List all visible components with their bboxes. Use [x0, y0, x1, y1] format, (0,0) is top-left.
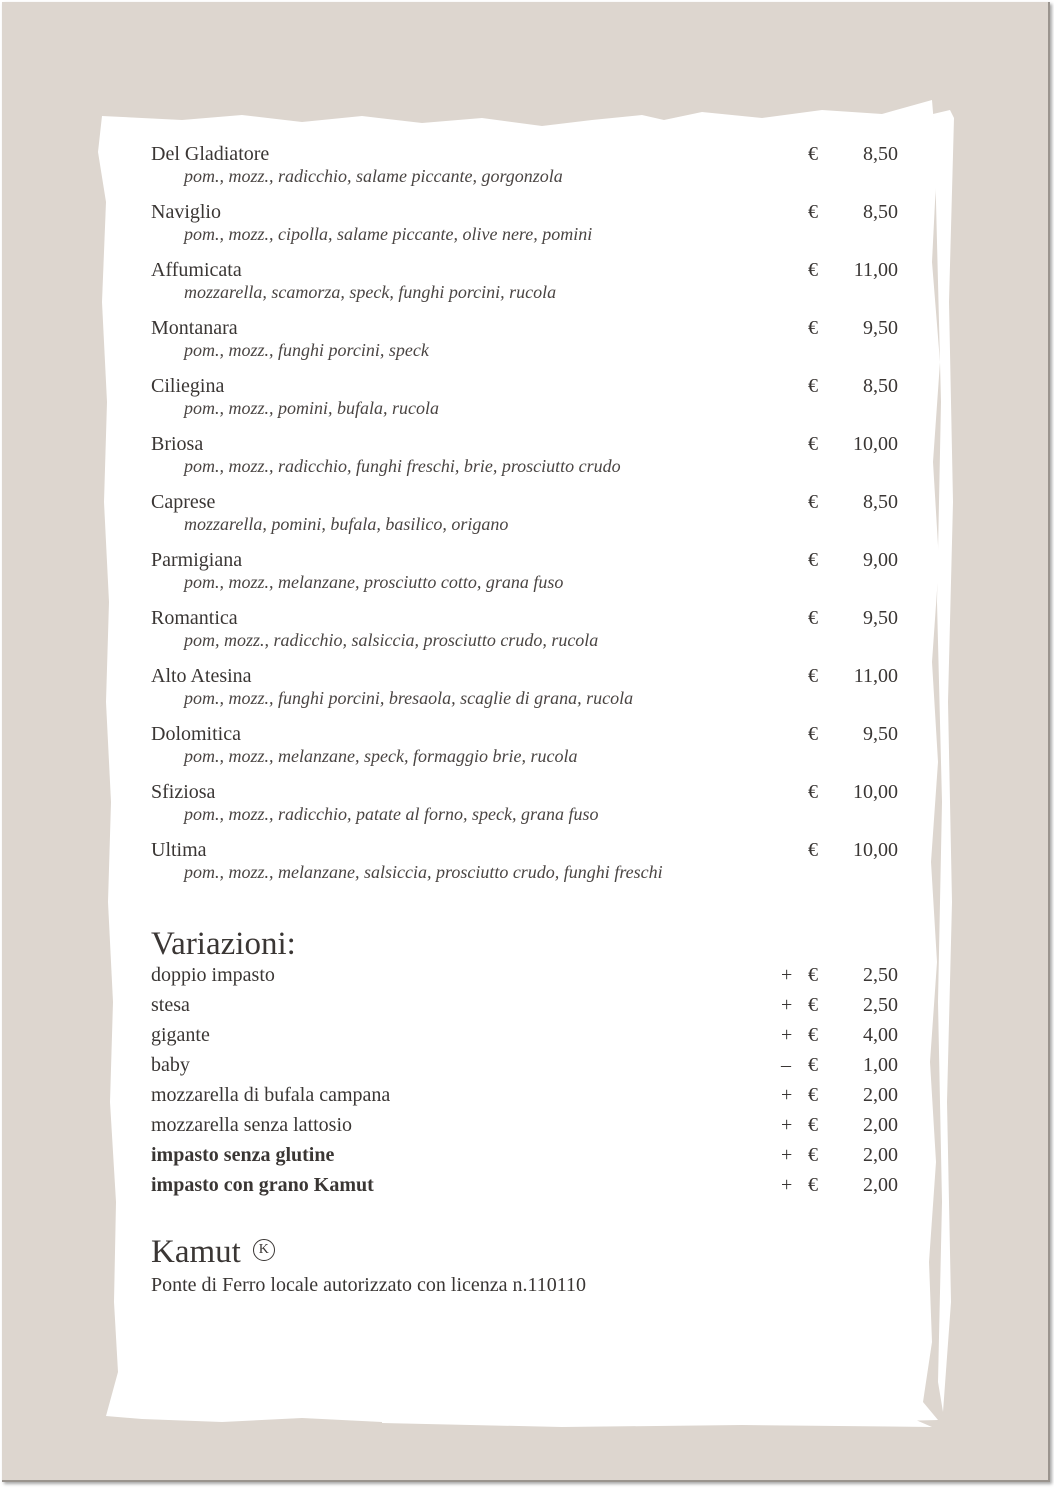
variation-item	[151, 1172, 901, 1202]
pizza-ingredients: pom., mozz., funghi porcini, bresaola, scaglie di grana, rucola	[184, 688, 634, 708]
pizza-ingredients: pom., mozz., radicchio, funghi freschi, brie, prosciutto crudo	[184, 456, 621, 476]
pizza-name: Caprese	[151, 491, 216, 513]
variation-price: 2,00	[863, 1114, 898, 1136]
euro-symbol: €	[808, 994, 818, 1016]
variation-item	[151, 1022, 901, 1052]
pizza-item	[151, 200, 901, 258]
pizza-item	[151, 606, 901, 664]
pizza-price: 10,00	[853, 433, 898, 455]
pizza-item	[151, 374, 901, 432]
pizza-ingredients: pom., mozz., pomini, bufala, rucola	[184, 398, 440, 418]
pizza-name: Del Gladiatore	[151, 143, 270, 165]
pizza-ingredients: pom., mozz., melanzane, prosciutto cotto, grana fuso	[184, 572, 564, 592]
variation-item	[151, 1082, 901, 1112]
variation-label: baby	[151, 1054, 190, 1076]
euro-symbol: €	[808, 201, 818, 223]
menu-content	[2, 2, 1048, 1480]
pizza-ingredients: pom., mozz., radicchio, salame piccante, gorgonzola	[184, 166, 563, 186]
pizza-item	[151, 432, 901, 490]
pizza-ingredients: mozzarella, scamorza, speck, funghi porcini, rucola	[184, 282, 557, 302]
euro-symbol: €	[808, 143, 818, 165]
pizza-price: 9,00	[863, 549, 898, 571]
kamut-title	[151, 1232, 275, 1272]
license-text: Ponte di Ferro locale autorizzato con licenza n.110110	[151, 1274, 587, 1296]
kamut-title-text: Kamut	[151, 1234, 241, 1270]
variation-item	[151, 1142, 901, 1172]
euro-symbol: €	[808, 1144, 818, 1166]
euro-symbol: €	[808, 964, 818, 986]
euro-symbol: €	[808, 723, 818, 745]
pizza-ingredients: pom., mozz., melanzane, salsiccia, prosciutto crudo, funghi freschi	[184, 862, 663, 882]
variation-price: 2,00	[863, 1174, 898, 1196]
variation-sign: +	[781, 1114, 793, 1136]
pizza-name: Ciliegina	[151, 375, 225, 397]
pizza-name: Montanara	[151, 317, 238, 339]
euro-symbol: €	[808, 1024, 818, 1046]
euro-symbol: €	[808, 433, 818, 455]
pizza-price: 11,00	[853, 665, 898, 687]
euro-symbol: €	[808, 1054, 818, 1076]
pizza-name: Affumicata	[151, 259, 242, 281]
pizza-price: 8,50	[863, 375, 898, 397]
variation-item	[151, 1052, 901, 1082]
euro-symbol: €	[808, 375, 818, 397]
pizza-ingredients: mozzarella, pomini, bufala, basilico, origano	[184, 514, 509, 534]
variation-label: doppio impasto	[151, 964, 275, 986]
variation-label: impasto con grano Kamut	[151, 1174, 374, 1196]
pizza-price: 10,00	[853, 781, 898, 803]
pizza-price: 8,50	[863, 143, 898, 165]
euro-symbol: €	[808, 1084, 818, 1106]
pizza-item	[151, 490, 901, 548]
pizza-name: Romantica	[151, 607, 238, 629]
pizza-name: Parmigiana	[151, 549, 243, 571]
variation-label: gigante	[151, 1024, 210, 1046]
pizza-name: Briosa	[151, 433, 204, 455]
pizza-ingredients: pom, mozz., radicchio, salsiccia, prosciutto crudo, rucola	[184, 630, 599, 650]
pizza-ingredients: pom., mozz., radicchio, patate al forno, speck, grana fuso	[184, 804, 599, 824]
variation-price: 1,00	[863, 1054, 898, 1076]
pizza-item	[151, 142, 901, 200]
variation-price: 4,00	[863, 1024, 898, 1046]
pizza-name: Sfiziosa	[151, 781, 216, 803]
pizza-name: Naviglio	[151, 201, 221, 223]
euro-symbol: €	[808, 317, 818, 339]
pizza-item	[151, 722, 901, 780]
euro-symbol: €	[808, 1114, 818, 1136]
variation-sign: +	[781, 994, 793, 1016]
euro-symbol: €	[808, 259, 818, 281]
variation-label: impasto senza glutine	[151, 1144, 335, 1166]
variation-sign: +	[781, 1084, 793, 1106]
pizza-item	[151, 780, 901, 838]
pizza-price: 8,50	[863, 491, 898, 513]
variation-sign: +	[781, 1024, 793, 1046]
variations-title: Variazioni:	[151, 926, 296, 962]
pizza-price: 8,50	[863, 201, 898, 223]
variation-label: mozzarella senza lattosio	[151, 1114, 353, 1136]
kamut-registered-mark: K	[253, 1239, 275, 1261]
pizza-price: 9,50	[863, 607, 898, 629]
pizza-item	[151, 664, 901, 722]
variation-label: stesa	[151, 994, 190, 1016]
variation-label: mozzarella di bufala campana	[151, 1084, 391, 1106]
variation-item	[151, 962, 901, 992]
pizza-price: 9,50	[863, 317, 898, 339]
euro-symbol: €	[808, 781, 818, 803]
menu-page	[2, 2, 1050, 1482]
variation-price: 2,00	[863, 1144, 898, 1166]
variation-sign: +	[781, 964, 793, 986]
pizza-price: 9,50	[863, 723, 898, 745]
pizza-ingredients: pom., mozz., melanzane, speck, formaggio brie, rucola	[184, 746, 578, 766]
variation-item	[151, 1112, 901, 1142]
variation-sign: +	[781, 1174, 793, 1196]
euro-symbol: €	[808, 491, 818, 513]
pizza-name: Alto Atesina	[151, 665, 252, 687]
pizza-ingredients: pom., mozz., funghi porcini, speck	[184, 340, 429, 360]
euro-symbol: €	[808, 549, 818, 571]
euro-symbol: €	[808, 665, 818, 687]
euro-symbol: €	[808, 1174, 818, 1196]
variation-item	[151, 992, 901, 1022]
euro-symbol: €	[808, 839, 818, 861]
variation-sign: –	[781, 1054, 791, 1076]
pizza-item	[151, 316, 901, 374]
pizza-item	[151, 548, 901, 606]
pizza-name: Dolomitica	[151, 723, 241, 745]
variation-price: 2,50	[863, 994, 898, 1016]
variation-price: 2,00	[863, 1084, 898, 1106]
euro-symbol: €	[808, 607, 818, 629]
pizza-item	[151, 838, 901, 896]
variation-sign: +	[781, 1144, 793, 1166]
pizza-price: 10,00	[853, 839, 898, 861]
pizza-item	[151, 258, 901, 316]
pizza-ingredients: pom., mozz., cipolla, salame piccante, olive nere, pomini	[184, 224, 593, 244]
pizza-name: Ultima	[151, 839, 207, 861]
variation-price: 2,50	[863, 964, 898, 986]
pizza-price: 11,00	[853, 259, 898, 281]
